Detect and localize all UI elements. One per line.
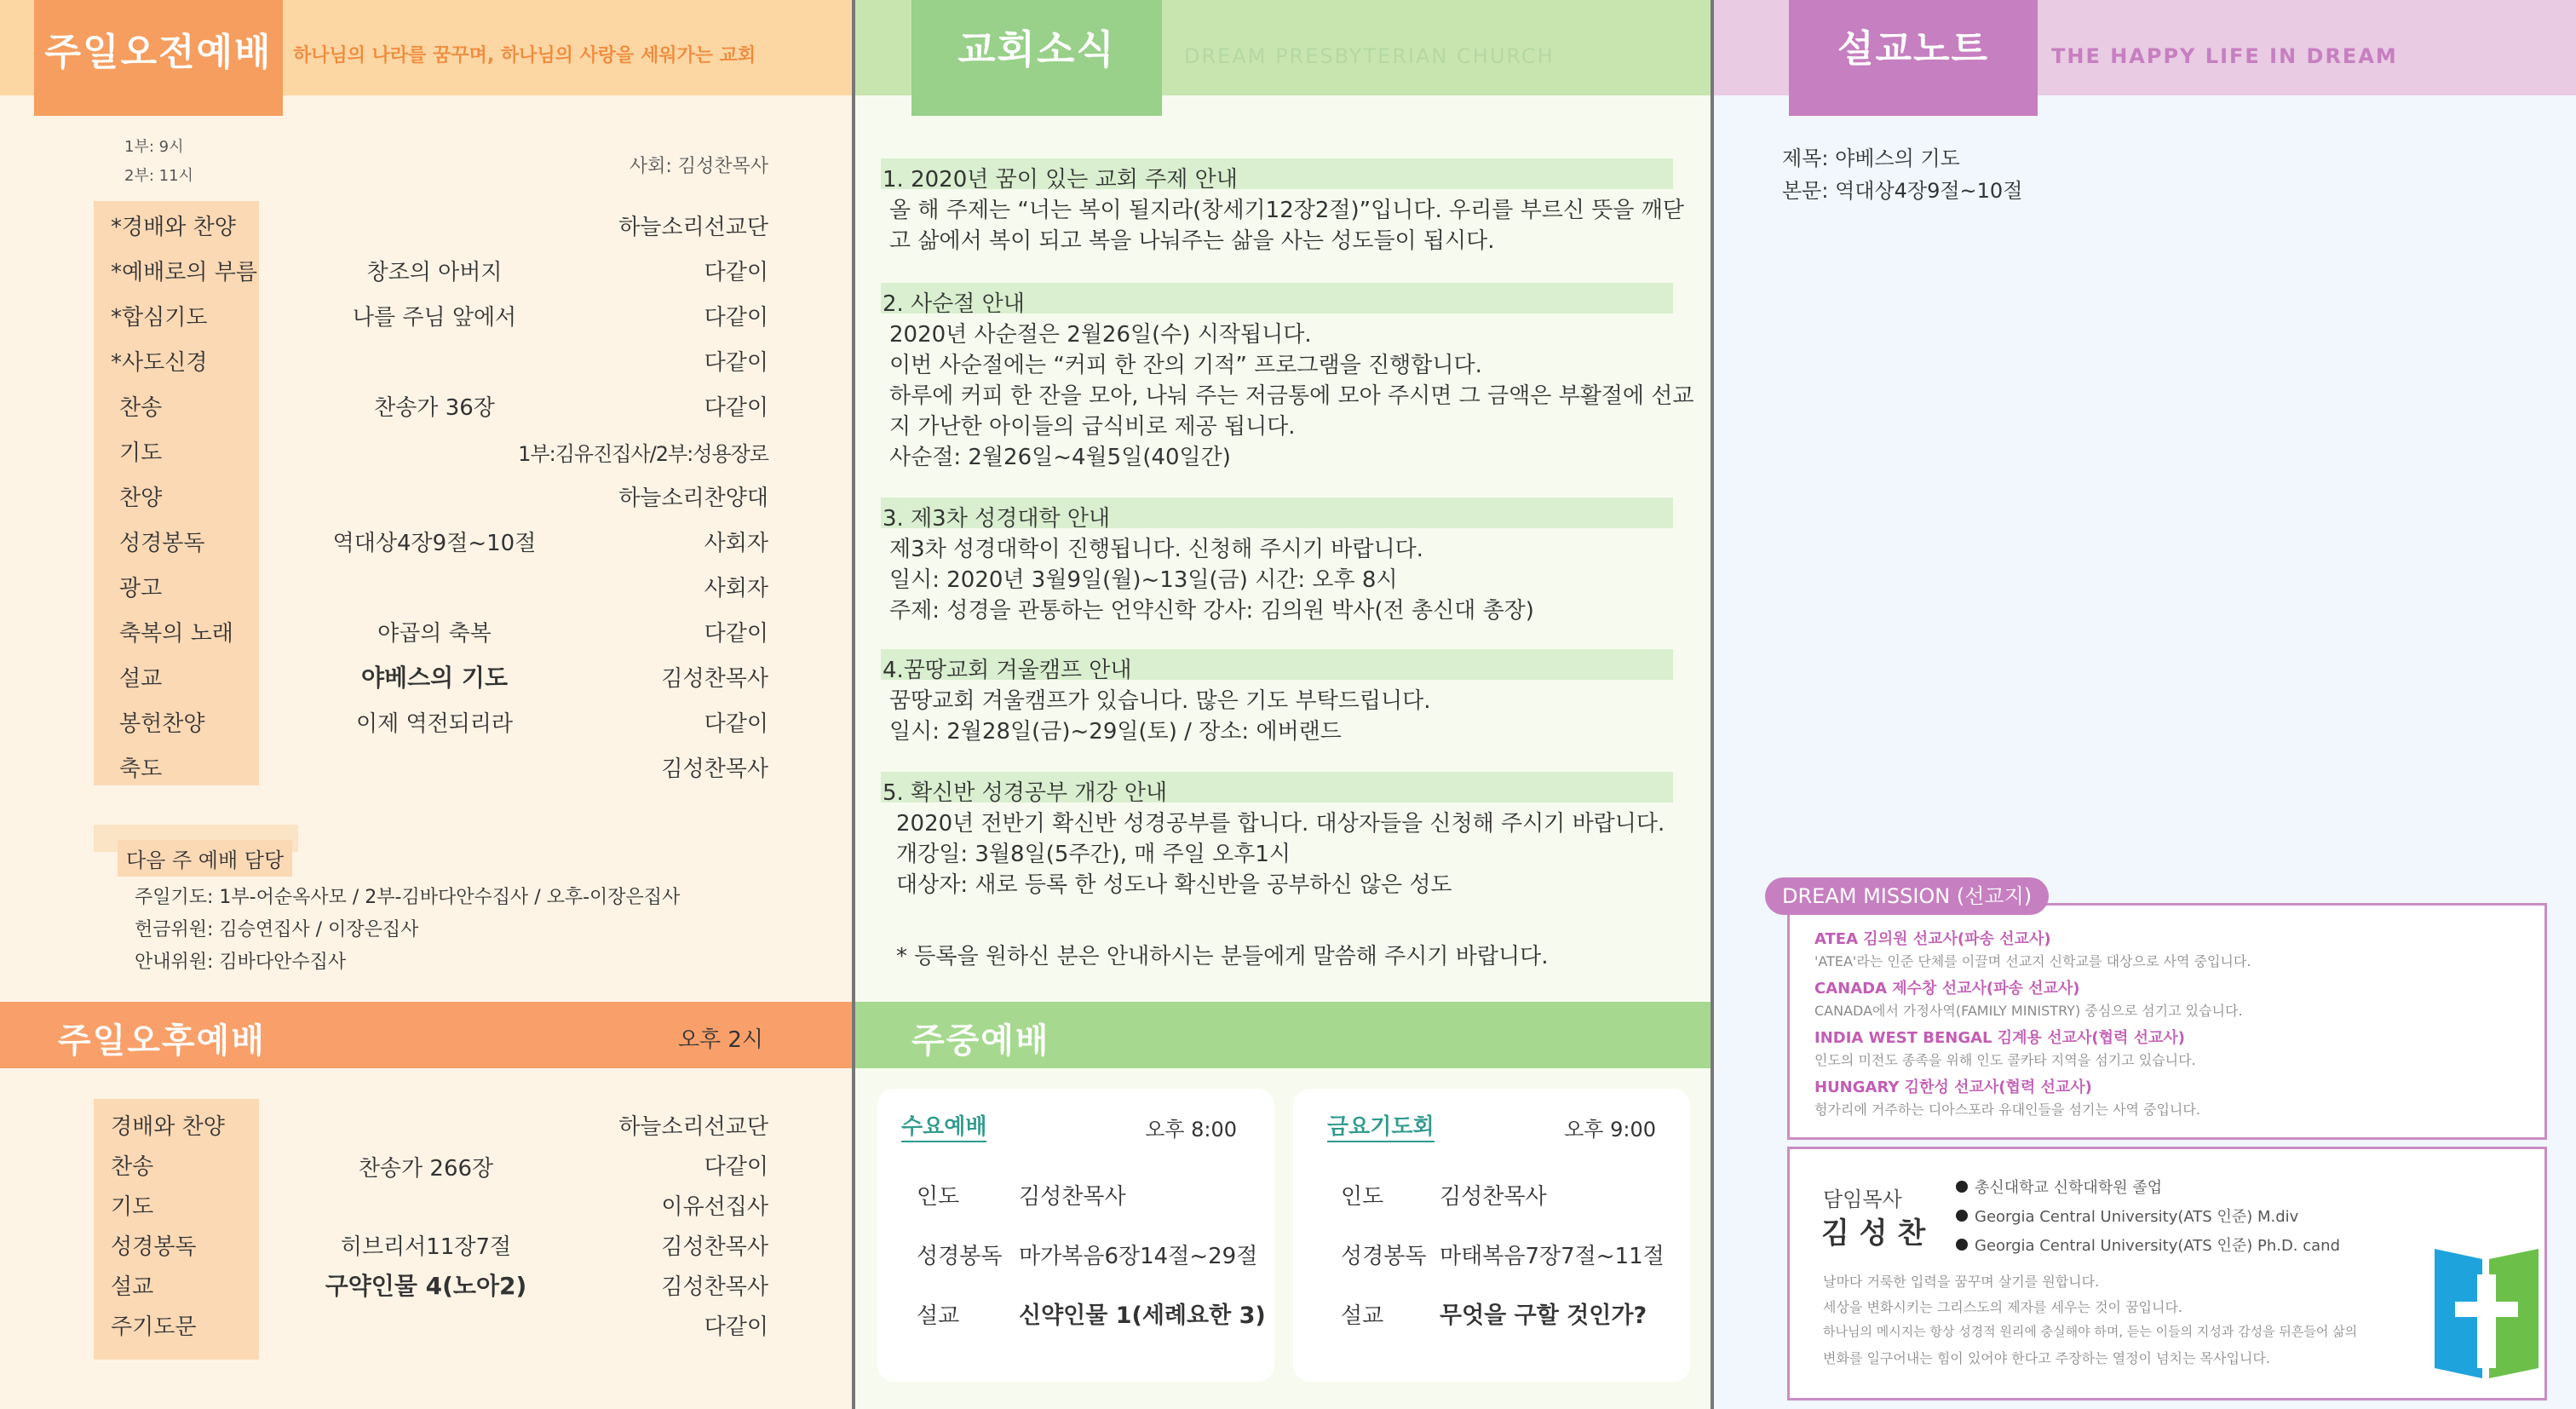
mission-desc: 인도의 미전도 종족을 위해 인도 콜카타 지역을 섬기고 있습니다. <box>1814 1052 2196 1068</box>
news-line: 제3차 성경대학이 진행됩니다. 신청해 주시기 바랍니다. <box>889 537 1423 562</box>
wednesday-time: 오후 8:00 <box>1145 1118 1237 1142</box>
news-title: 교회소식 <box>911 0 1162 116</box>
news-line: 지 가난한 아이들의 급식비로 제공 됩니다. <box>889 414 1296 440</box>
news-note: * 등록을 원하신 분은 안내하시는 분들에게 말씀해 주시기 바랍니다. <box>896 944 1549 969</box>
order-label: *경배와 찬양 <box>111 215 236 240</box>
order-leader: 다같이 <box>704 711 768 737</box>
pastor-bio-line: 날마다 거룩한 입력을 꿈꾸며 살기를 원합니다. <box>1823 1274 2100 1290</box>
pastor-credential: Georgia Central University(ATS 인준) Ph.D. cand <box>1975 1237 2341 1255</box>
detail-value: 김성찬목사 <box>1440 1184 1547 1210</box>
order-row <box>0 1104 852 1144</box>
order-detail: 나를 주님 앞에서 <box>352 305 517 331</box>
order-leader: 김성찬목사 <box>661 756 768 782</box>
order-label: *합심기도 <box>111 305 208 331</box>
order-row <box>0 1144 852 1184</box>
next-week-line: 헌금위원: 김승연집사 / 이장은집사 <box>135 919 419 940</box>
pastor-bio-line: 하나님의 메시지는 항상 성경적 원리에 충실해야 하며, 듣는 이들의 지성과 감성을 뒤흔들어 삶의 <box>1823 1324 2358 1339</box>
mission-name: CANADA 제수창 선교사(파송 선교사) <box>1814 980 2080 998</box>
order-detail: 이제 역전되리라 <box>355 711 514 737</box>
news-line: 하루에 커피 한 잔을 모아, 나눠 주는 저금통에 모아 주시면 그 금액은 부활절에 선교 <box>889 383 1694 409</box>
order-row <box>0 562 852 607</box>
order-row <box>0 201 852 246</box>
pastor-credential: Georgia Central University(ATS 인준) M.div <box>1975 1208 2299 1226</box>
news-line: 올 해 주제는 “너는 복이 될지라(창세기12장2절)”입니다. 우리를 부르신 뜻을 깨닫 <box>889 198 1684 223</box>
afternoon-title: 주일오후예배 <box>58 1021 266 1061</box>
order-row <box>0 336 852 382</box>
mission-name: ATEA 김의원 선교사(파송 선교사) <box>1814 930 2051 948</box>
bullet-dot <box>1956 1210 1968 1222</box>
order-detail: 찬송가 266장 <box>358 1156 494 1182</box>
order-leader: 다같이 <box>704 350 768 376</box>
order-row <box>0 1184 852 1224</box>
friday-card <box>1293 1089 1690 1382</box>
order-leader: 다같이 <box>704 260 768 285</box>
detail-label: 성경봉독 <box>1341 1244 1427 1269</box>
order-leader: 사회자 <box>704 576 768 601</box>
order-leader: 하늘소리선교단 <box>618 1114 768 1140</box>
news-line: 2020년 전반기 확신반 성경공부를 합니다. 대상자들을 신청해 주시기 바랍니다. <box>896 811 1665 837</box>
news-line: 개강일: 3월8일(5주간), 매 주일 오후1시 <box>896 842 1291 867</box>
order-detail: 찬송가 36장 <box>374 395 495 421</box>
order-row <box>0 698 852 743</box>
order-row <box>0 382 852 427</box>
sermon-notes-panel <box>1714 0 2576 1409</box>
friday-time: 오후 9:00 <box>1564 1118 1656 1142</box>
news-line: 꿈땅교회 겨울캠프가 있습니다. 많은 기도 부탁드립니다. <box>889 688 1431 714</box>
order-label: 주기도문 <box>111 1314 197 1340</box>
detail-label: 인도 <box>917 1184 960 1210</box>
order-row <box>0 517 852 562</box>
order-leader: 1부:김유진집사/2부:성용장로 <box>518 442 768 466</box>
mission-desc: 'ATEA'라는 인준 단체를 이끌며 선교지 신학교를 대상으로 사역 중입니다. <box>1814 953 2251 969</box>
detail-value: 마가복음6장14절~29절 <box>1019 1244 1258 1269</box>
order-detail: 히브리서11장7절 <box>340 1234 512 1260</box>
detail-value: 신약인물 1(세례요한 3) <box>1019 1303 1266 1329</box>
service-time-1: 1부: 9시 <box>124 138 184 156</box>
order-leader: 하늘소리찬양대 <box>618 486 768 511</box>
news-line: 대상자: 새로 등록 한 성도나 확신반을 공부하신 않은 성도 <box>896 872 1452 898</box>
weekday-title: 주중예배 <box>911 1021 1050 1061</box>
news-line: 주제: 성경을 관통하는 언약신학 강사: 김의원 박사(전 총신대 총장) <box>889 598 1534 624</box>
detail-label: 설교 <box>917 1303 960 1329</box>
news-heading: 3. 제3차 성경대학 안내 <box>883 506 1111 532</box>
detail-label: 인도 <box>1341 1184 1384 1210</box>
church-cross-logo <box>2435 1249 2539 1378</box>
order-label: 기도 <box>111 1194 154 1220</box>
sermon-notes-title: 설교노트 <box>1789 0 2038 116</box>
order-leader: 다같이 <box>704 395 768 421</box>
news-heading: 1. 2020년 꿈이 있는 교회 주제 안내 <box>883 167 1238 193</box>
next-week-line: 안내위원: 김바다안수집사 <box>135 952 347 973</box>
pastor-name: 김 성 찬 <box>1821 1216 1926 1251</box>
order-label: 경배와 찬양 <box>111 1114 225 1140</box>
order-leader: 이유선집사 <box>661 1194 768 1220</box>
mission-tag: DREAM MISSION (선교지) <box>1765 877 2049 915</box>
friday-name: 금요기도회 <box>1327 1109 1435 1142</box>
sermon-title: 야베스의 기도 <box>360 664 509 692</box>
sermon-notes-subtitle: THE HAPPY LIFE IN DREAM <box>2051 44 2398 68</box>
morning-subtitle: 하나님의 나라를 꿈꾸며, 하나님의 사랑을 세워가는 교회 <box>293 45 756 66</box>
order-row <box>0 246 852 291</box>
mission-name: HUNGARY 김한성 선교사(협력 선교사) <box>1814 1078 2092 1096</box>
order-label: *사도신경 <box>111 350 208 376</box>
news-line: 고 삶에서 복이 되고 복을 나눠주는 삶을 사는 성도들이 됩시다. <box>889 228 1495 254</box>
detail-value: 마태복음7장7절~11절 <box>1440 1244 1665 1269</box>
order-row <box>0 1264 852 1304</box>
order-row <box>0 1224 852 1264</box>
order-label: 봉헌찬양 <box>119 711 205 737</box>
afternoon-time: 오후 2시 <box>677 1027 763 1053</box>
order-label: 성경봉독 <box>119 531 205 556</box>
news-subtitle: DREAM PRESBYTERIAN CHURCH <box>1184 44 1555 68</box>
order-label: 기도 <box>119 440 163 466</box>
mission-desc: CANADA에서 가정사역(FAMILY MINISTRY) 중심으로 섬기고 있습니다. <box>1814 1003 2243 1019</box>
order-row <box>0 291 852 336</box>
order-label: 찬송 <box>119 395 163 421</box>
order-leader: 다같이 <box>704 1154 768 1180</box>
host-label: 사회: 김성찬목사 <box>629 156 768 177</box>
news-heading: 2. 사순절 안내 <box>883 291 1025 317</box>
pastor-role: 담임목사 <box>1823 1188 1902 1211</box>
order-row <box>0 472 852 517</box>
wednesday-card <box>877 1089 1274 1382</box>
order-label: 설교 <box>111 1274 154 1300</box>
pastor-credential: 총신대학교 신학대학원 졸업 <box>1975 1179 2163 1197</box>
order-detail: 야곱의 축복 <box>377 621 492 647</box>
mission-name: INDIA WEST BENGAL 김계용 선교사(협력 선교사) <box>1814 1029 2186 1047</box>
order-leader: 다같이 <box>704 1314 768 1340</box>
pastor-bio-line: 변화를 일구어내는 힘이 있어야 한다고 주장하는 열정이 넘치는 목사입니다. <box>1823 1350 2270 1366</box>
news-line: 이번 사순절에는 “커피 한 잔의 기적” 프로그램을 진행합니다. <box>889 353 1482 378</box>
order-detail: 창조의 아버지 <box>366 260 503 285</box>
order-leader: 사회자 <box>704 531 768 556</box>
bullet-dot <box>1956 1181 1968 1193</box>
church-news-panel <box>855 0 1711 1409</box>
service-time-2: 2부: 11시 <box>124 167 193 185</box>
order-label: 광고 <box>119 576 163 601</box>
bullet-dot <box>1956 1239 1968 1251</box>
news-line: 사순절: 2월26일~4월5일(40일간) <box>889 445 1231 470</box>
morning-service-panel <box>0 0 852 1409</box>
order-row <box>0 743 852 788</box>
news-line: 일시: 2020년 3월9일(월)~13일(금) 시간: 오후 8시 <box>889 567 1398 593</box>
mission-desc: 헝가리에 거주하는 디아스포라 유대인들을 섬기는 사역 중입니다. <box>1814 1101 2200 1118</box>
detail-label: 설교 <box>1341 1303 1384 1329</box>
detail-value: 김성찬목사 <box>1019 1184 1126 1210</box>
news-heading: 4.꿈땅교회 겨울캠프 안내 <box>883 658 1132 683</box>
order-leader: 김성찬목사 <box>661 1274 768 1300</box>
morning-title: 주일오전예배 <box>34 0 283 116</box>
order-label: 찬양 <box>119 486 163 511</box>
news-line: 일시: 2월28일(금)~29일(토) / 장소: 에버랜드 <box>889 719 1342 745</box>
detail-value: 무엇을 구할 것인가? <box>1440 1303 1647 1329</box>
order-row <box>0 427 852 472</box>
order-label: 설교 <box>119 666 163 692</box>
order-row <box>0 1304 852 1344</box>
sermon-title: 구약인물 4(노아2) <box>325 1272 527 1300</box>
order-detail: 역대상4장9절~10절 <box>332 531 537 556</box>
news-line: 2020년 사순절은 2월26일(수) 시작됩니다. <box>889 322 1312 348</box>
order-row <box>0 653 852 698</box>
order-label: *예배로의 부름 <box>111 260 257 285</box>
order-leader: 하늘소리선교단 <box>618 215 768 240</box>
detail-label: 성경봉독 <box>917 1244 1003 1269</box>
order-row <box>0 607 852 653</box>
order-leader: 다같이 <box>704 621 768 647</box>
order-leader: 다같이 <box>704 305 768 331</box>
pastor-bio-line: 세상을 변화시키는 그리스도의 제자를 세우는 것이 꿈입니다. <box>1823 1299 2183 1315</box>
news-heading: 5. 확신반 성경공부 개강 안내 <box>883 780 1168 806</box>
order-label: 성경봉독 <box>111 1234 197 1260</box>
next-week-line: 주일기도: 1부-어순옥사모 / 2부-김바다안수집사 / 오후-이장은집사 <box>135 887 681 908</box>
order-label: 찬송 <box>111 1154 154 1180</box>
next-week-title: 다음 주 예배 담당 <box>118 840 292 877</box>
order-label: 축복의 노래 <box>119 621 233 647</box>
sermon-title-line: 제목: 야베스의 기도 <box>1782 147 1960 170</box>
order-label: 축도 <box>119 756 163 782</box>
sermon-text-line: 본문: 역대상4장9절~10절 <box>1782 179 2023 203</box>
order-leader: 김성찬목사 <box>661 666 768 692</box>
order-leader: 김성찬목사 <box>661 1234 768 1260</box>
wednesday-name: 수요예배 <box>901 1109 986 1142</box>
